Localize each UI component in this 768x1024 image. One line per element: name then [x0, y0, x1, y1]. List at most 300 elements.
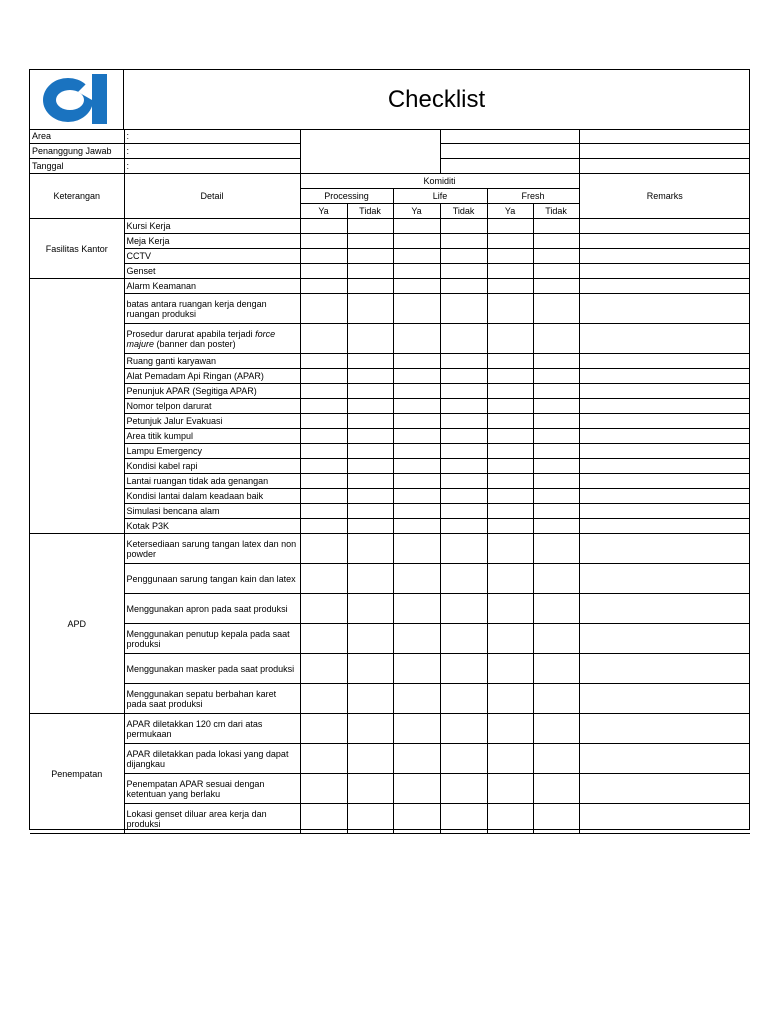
check-cell-tidak[interactable] — [347, 459, 393, 474]
check-cell-tidak[interactable] — [440, 624, 487, 654]
remarks-cell[interactable] — [579, 399, 750, 414]
detail-text: Penggunaan sarung tangan kain dan latex — [126, 573, 296, 584]
check-cell-ya[interactable] — [393, 324, 440, 354]
check-cell-tidak[interactable] — [533, 294, 579, 324]
remarks-cell[interactable] — [579, 219, 750, 234]
check-cell-tidak[interactable] — [440, 684, 487, 714]
info-value-field[interactable]: : — [124, 159, 300, 174]
detail-text: Penunjuk APAR (Segitiga APAR) — [126, 386, 257, 396]
check-cell-ya[interactable] — [487, 519, 533, 534]
check-cell-ya[interactable] — [487, 399, 533, 414]
check-cell-ya[interactable] — [393, 744, 440, 774]
check-cell-tidak[interactable] — [347, 594, 393, 624]
check-cell-ya[interactable] — [300, 474, 347, 489]
info-label: Area — [30, 129, 124, 144]
remarks-cell[interactable] — [579, 534, 750, 564]
detail-cell — [124, 519, 300, 534]
detail-cell — [124, 249, 300, 264]
remarks-cell[interactable] — [579, 774, 750, 804]
detail-text: Lokasi genset diluar area kerja dan produksi — [126, 808, 267, 829]
check-cell-tidak[interactable] — [533, 429, 579, 444]
check-cell-tidak[interactable] — [440, 279, 487, 294]
remarks-cell[interactable] — [579, 429, 750, 444]
info-blank-cell — [440, 144, 579, 159]
check-cell-ya[interactable] — [487, 564, 533, 594]
check-cell-ya[interactable] — [393, 354, 440, 369]
detail-cell — [124, 714, 300, 744]
check-cell-tidak[interactable] — [533, 219, 579, 234]
check-cell-ya[interactable] — [487, 774, 533, 804]
check-cell-tidak[interactable] — [347, 324, 393, 354]
detail-text: Ketersediaan sarung tangan latex dan non powder — [126, 538, 297, 559]
check-cell-ya[interactable] — [487, 684, 533, 714]
detail-cell — [124, 444, 300, 459]
check-cell-ya[interactable] — [300, 744, 347, 774]
check-cell-ya[interactable] — [393, 264, 440, 279]
check-cell-ya[interactable] — [393, 654, 440, 684]
check-cell-ya[interactable] — [487, 234, 533, 249]
detail-text: Menggunakan penutup kepala pada saat produksi — [126, 628, 290, 649]
check-cell-ya[interactable] — [300, 624, 347, 654]
check-cell-tidak[interactable] — [533, 519, 579, 534]
check-cell-tidak[interactable] — [533, 534, 579, 564]
check-cell-tidak[interactable] — [440, 504, 487, 519]
check-cell-ya[interactable] — [393, 624, 440, 654]
info-blank-cell — [440, 159, 579, 174]
check-cell-tidak[interactable] — [533, 504, 579, 519]
check-cell-tidak[interactable] — [440, 219, 487, 234]
check-cell-tidak[interactable] — [440, 654, 487, 684]
check-cell-ya[interactable] — [393, 684, 440, 714]
remarks-cell[interactable] — [579, 684, 750, 714]
check-cell-ya[interactable] — [393, 489, 440, 504]
check-cell-tidak[interactable] — [347, 369, 393, 384]
remarks-cell[interactable] — [579, 279, 750, 294]
check-cell-ya[interactable] — [487, 249, 533, 264]
table-row — [30, 369, 750, 384]
check-cell-ya[interactable] — [300, 564, 347, 594]
check-cell-tidak[interactable] — [533, 804, 579, 834]
check-cell-tidak[interactable] — [440, 774, 487, 804]
check-cell-tidak[interactable] — [347, 264, 393, 279]
remarks-cell[interactable] — [579, 489, 750, 504]
check-cell-tidak[interactable] — [440, 564, 487, 594]
info-label: Tanggal — [30, 159, 124, 174]
detail-text: APAR diletakkan pada lokasi yang dapat dijangkau — [126, 748, 289, 769]
check-cell-tidak[interactable] — [533, 744, 579, 774]
col-header-detail: Detail — [124, 174, 300, 219]
check-cell-tidak[interactable] — [533, 324, 579, 354]
detail-text-suffix: (banner dan poster) — [154, 338, 236, 349]
check-cell-ya[interactable] — [393, 714, 440, 744]
check-cell-ya[interactable] — [300, 279, 347, 294]
check-cell-tidak[interactable] — [533, 489, 579, 504]
check-cell-ya[interactable] — [487, 294, 533, 324]
table-row — [30, 564, 750, 594]
check-cell-tidak[interactable] — [347, 279, 393, 294]
check-cell-ya[interactable] — [300, 534, 347, 564]
check-cell-ya[interactable] — [393, 219, 440, 234]
check-cell-tidak[interactable] — [533, 384, 579, 399]
check-cell-tidak[interactable] — [533, 279, 579, 294]
check-cell-ya[interactable] — [393, 504, 440, 519]
check-cell-tidak[interactable] — [440, 429, 487, 444]
check-cell-tidak[interactable] — [347, 444, 393, 459]
detail-cell — [124, 684, 300, 714]
check-cell-tidak[interactable] — [347, 414, 393, 429]
check-cell-ya[interactable] — [487, 444, 533, 459]
check-cell-tidak[interactable] — [533, 654, 579, 684]
detail-cell — [124, 504, 300, 519]
table-row — [30, 414, 750, 429]
check-cell-ya[interactable] — [393, 519, 440, 534]
check-cell-ya[interactable] — [393, 429, 440, 444]
check-cell-ya[interactable] — [487, 504, 533, 519]
detail-text: Area titik kumpul — [126, 431, 194, 441]
check-cell-ya[interactable] — [393, 774, 440, 804]
check-cell-ya[interactable] — [300, 774, 347, 804]
check-cell-tidak[interactable] — [347, 774, 393, 804]
check-cell-tidak[interactable] — [533, 399, 579, 414]
table-row — [30, 174, 750, 189]
detail-text: Genset — [126, 266, 156, 276]
table-row — [30, 249, 750, 264]
check-cell-ya[interactable] — [300, 504, 347, 519]
check-cell-ya[interactable] — [300, 444, 347, 459]
page-title: Checklist — [124, 70, 749, 130]
check-cell-ya[interactable] — [487, 324, 533, 354]
check-cell-tidak[interactable] — [440, 369, 487, 384]
table-row — [30, 264, 750, 279]
col-header-ya: Ya — [393, 204, 440, 219]
section-label: Penempatan — [30, 714, 124, 834]
check-cell-ya[interactable] — [487, 624, 533, 654]
col-header-tidak: Tidak — [440, 204, 487, 219]
info-value-field[interactable]: : — [124, 129, 300, 144]
check-cell-tidak[interactable] — [347, 684, 393, 714]
check-cell-tidak[interactable] — [440, 324, 487, 354]
check-cell-tidak[interactable] — [440, 714, 487, 744]
check-cell-tidak[interactable] — [347, 489, 393, 504]
check-cell-tidak[interactable] — [440, 474, 487, 489]
check-cell-ya[interactable] — [393, 384, 440, 399]
remarks-cell[interactable] — [579, 519, 750, 534]
check-cell-ya[interactable] — [487, 534, 533, 564]
company-logo — [30, 70, 124, 130]
table-row — [30, 459, 750, 474]
table-row — [30, 774, 750, 804]
check-cell-tidak[interactable] — [533, 459, 579, 474]
remarks-cell[interactable] — [579, 594, 750, 624]
detail-cell — [124, 279, 300, 294]
check-cell-ya[interactable] — [487, 474, 533, 489]
check-cell-tidak[interactable] — [347, 744, 393, 774]
remarks-cell[interactable] — [579, 264, 750, 279]
detail-cell — [124, 474, 300, 489]
check-cell-ya[interactable] — [487, 264, 533, 279]
table-row — [30, 804, 750, 834]
check-cell-ya[interactable] — [487, 219, 533, 234]
check-cell-ya[interactable] — [487, 414, 533, 429]
check-cell-ya[interactable] — [300, 519, 347, 534]
remarks-cell[interactable] — [579, 384, 750, 399]
check-cell-ya[interactable] — [393, 279, 440, 294]
check-cell-tidak[interactable] — [347, 294, 393, 324]
check-cell-tidak[interactable] — [533, 594, 579, 624]
detail-text: Menggunakan masker pada saat produksi — [126, 663, 295, 674]
check-cell-ya[interactable] — [393, 444, 440, 459]
detail-text: Kursi Kerja — [126, 221, 171, 231]
table-row — [30, 354, 750, 369]
check-cell-tidak[interactable] — [440, 384, 487, 399]
check-cell-ya[interactable] — [393, 804, 440, 834]
table-row — [30, 519, 750, 534]
check-cell-tidak[interactable] — [440, 264, 487, 279]
info-blank-cell — [440, 129, 579, 144]
check-cell-ya[interactable] — [487, 459, 533, 474]
logo-cell — [30, 70, 124, 130]
detail-cell — [124, 624, 300, 654]
check-cell-ya[interactable] — [300, 294, 347, 324]
remarks-cell[interactable] — [579, 444, 750, 459]
remarks-cell[interactable] — [579, 714, 750, 744]
check-cell-ya[interactable] — [393, 474, 440, 489]
check-cell-tidak[interactable] — [440, 414, 487, 429]
check-cell-tidak[interactable] — [347, 234, 393, 249]
check-cell-ya[interactable] — [487, 594, 533, 624]
check-cell-tidak[interactable] — [533, 369, 579, 384]
check-cell-ya[interactable] — [393, 234, 440, 249]
detail-cell — [124, 774, 300, 804]
check-cell-tidak[interactable] — [533, 774, 579, 804]
check-cell-tidak[interactable] — [533, 714, 579, 744]
check-cell-tidak[interactable] — [347, 249, 393, 264]
check-cell-tidak[interactable] — [533, 474, 579, 489]
check-cell-ya[interactable] — [393, 249, 440, 264]
check-cell-ya[interactable] — [300, 654, 347, 684]
check-cell-tidak[interactable] — [533, 624, 579, 654]
check-cell-tidak[interactable] — [347, 654, 393, 684]
check-cell-ya[interactable] — [487, 654, 533, 684]
check-cell-tidak[interactable] — [440, 399, 487, 414]
check-cell-tidak[interactable] — [347, 564, 393, 594]
check-cell-ya[interactable] — [300, 684, 347, 714]
check-cell-tidak[interactable] — [347, 534, 393, 564]
check-cell-ya[interactable] — [393, 594, 440, 624]
table-row — [30, 474, 750, 489]
col-header-remarks: Remarks — [579, 174, 750, 219]
detail-text: Meja Kerja — [126, 236, 170, 246]
check-cell-ya[interactable] — [487, 354, 533, 369]
remarks-cell[interactable] — [579, 564, 750, 594]
check-cell-ya[interactable] — [300, 234, 347, 249]
check-cell-tidak[interactable] — [440, 354, 487, 369]
remarks-cell[interactable] — [579, 354, 750, 369]
check-cell-tidak[interactable] — [440, 249, 487, 264]
check-cell-ya[interactable] — [300, 369, 347, 384]
check-cell-tidak[interactable] — [440, 519, 487, 534]
check-cell-ya[interactable] — [300, 219, 347, 234]
table-row — [30, 429, 750, 444]
info-blank-cell — [579, 144, 750, 159]
check-cell-ya[interactable] — [300, 429, 347, 444]
check-cell-tidak[interactable] — [347, 354, 393, 369]
check-cell-tidak[interactable] — [347, 624, 393, 654]
check-cell-tidak[interactable] — [440, 234, 487, 249]
info-value-field[interactable]: : — [124, 144, 300, 159]
check-cell-ya[interactable] — [487, 714, 533, 744]
check-cell-tidak[interactable] — [533, 249, 579, 264]
detail-cell — [124, 324, 300, 354]
detail-cell — [124, 294, 300, 324]
table-row — [30, 294, 750, 324]
check-cell-tidak[interactable] — [533, 444, 579, 459]
check-cell-ya[interactable] — [300, 804, 347, 834]
check-cell-tidak[interactable] — [347, 474, 393, 489]
check-cell-tidak[interactable] — [347, 399, 393, 414]
detail-text-italic: force majure — [126, 328, 276, 349]
table-row — [30, 234, 750, 249]
info-blank-block — [300, 129, 440, 174]
check-cell-tidak[interactable] — [440, 534, 487, 564]
check-cell-tidak[interactable] — [347, 504, 393, 519]
check-cell-ya[interactable] — [300, 399, 347, 414]
detail-cell — [124, 804, 300, 834]
check-cell-tidak[interactable] — [440, 744, 487, 774]
table-row — [30, 279, 750, 294]
col-header-ya: Ya — [300, 204, 347, 219]
detail-cell — [124, 744, 300, 774]
table-row — [30, 714, 750, 744]
check-cell-ya[interactable] — [393, 459, 440, 474]
remarks-cell[interactable] — [579, 804, 750, 834]
check-cell-tidak[interactable] — [533, 264, 579, 279]
detail-text: Menggunakan apron pada saat produksi — [126, 603, 288, 614]
remarks-cell[interactable] — [579, 324, 750, 354]
checklist-table — [30, 129, 750, 834]
detail-text: Nomor telpon darurat — [126, 401, 212, 411]
check-cell-ya[interactable] — [300, 489, 347, 504]
check-cell-tidak[interactable] — [533, 564, 579, 594]
detail-cell — [124, 399, 300, 414]
check-cell-ya[interactable] — [300, 384, 347, 399]
detail-text: Simulasi bencana alam — [126, 506, 220, 516]
detail-text: Kondisi kabel rapi — [126, 461, 198, 471]
check-cell-ya[interactable] — [487, 369, 533, 384]
remarks-cell[interactable] — [579, 414, 750, 429]
detail-cell — [124, 564, 300, 594]
detail-text: Ruang ganti karyawan — [126, 356, 217, 366]
col-header-life: Life — [393, 189, 487, 204]
remarks-cell[interactable] — [579, 744, 750, 774]
detail-cell — [124, 534, 300, 564]
check-cell-tidak[interactable] — [440, 294, 487, 324]
check-cell-tidak[interactable] — [440, 489, 487, 504]
detail-text: Alarm Keamanan — [126, 281, 197, 291]
detail-cell — [124, 654, 300, 684]
check-cell-tidak[interactable] — [440, 459, 487, 474]
check-cell-ya[interactable] — [487, 279, 533, 294]
table-row — [30, 624, 750, 654]
check-cell-ya[interactable] — [393, 414, 440, 429]
detail-text: Kondisi lantai dalam keadaan baik — [126, 491, 264, 501]
remarks-cell[interactable] — [579, 234, 750, 249]
check-cell-ya[interactable] — [300, 714, 347, 744]
check-cell-tidak[interactable] — [347, 714, 393, 744]
remarks-cell[interactable] — [579, 474, 750, 489]
check-cell-ya[interactable] — [300, 324, 347, 354]
table-row — [30, 744, 750, 774]
check-cell-ya[interactable] — [300, 594, 347, 624]
detail-text: APAR diletakkan 120 cm dari atas permukaan — [126, 718, 263, 739]
check-cell-tidak[interactable] — [440, 444, 487, 459]
detail-cell — [124, 219, 300, 234]
check-cell-ya[interactable] — [393, 534, 440, 564]
table-row — [30, 384, 750, 399]
remarks-cell[interactable] — [579, 249, 750, 264]
remarks-cell[interactable] — [579, 504, 750, 519]
check-cell-ya[interactable] — [393, 564, 440, 594]
section-label: APD — [30, 534, 124, 714]
detail-text: batas antara ruangan kerja dengan ruangan produksi — [126, 298, 267, 319]
table-row — [30, 324, 750, 354]
check-cell-ya[interactable] — [300, 354, 347, 369]
check-cell-tidak[interactable] — [533, 684, 579, 714]
section-label — [30, 279, 124, 534]
check-cell-ya[interactable] — [487, 744, 533, 774]
section-label: Fasilitas Kantor — [30, 219, 124, 279]
check-cell-ya[interactable] — [393, 399, 440, 414]
check-cell-tidak[interactable] — [347, 429, 393, 444]
col-header-tidak: Tidak — [347, 204, 393, 219]
check-cell-ya[interactable] — [300, 414, 347, 429]
remarks-cell[interactable] — [579, 459, 750, 474]
detail-cell — [124, 384, 300, 399]
check-cell-ya[interactable] — [393, 369, 440, 384]
check-cell-tidak[interactable] — [440, 804, 487, 834]
remarks-cell[interactable] — [579, 294, 750, 324]
check-cell-tidak[interactable] — [347, 384, 393, 399]
check-cell-ya[interactable] — [487, 429, 533, 444]
detail-text: Menggunakan sepatu berbahan karet pada saat produksi — [126, 688, 277, 709]
check-cell-tidak[interactable] — [347, 219, 393, 234]
detail-text: Lampu Emergency — [126, 446, 203, 456]
check-cell-tidak[interactable] — [440, 594, 487, 624]
check-cell-tidak[interactable] — [347, 519, 393, 534]
check-cell-ya[interactable] — [393, 294, 440, 324]
remarks-cell[interactable] — [579, 369, 750, 384]
col-header-fresh: Fresh — [487, 189, 579, 204]
check-cell-tidak[interactable] — [533, 414, 579, 429]
detail-cell — [124, 234, 300, 249]
detail-text: Lantai ruangan tidak ada genangan — [126, 476, 269, 486]
check-cell-ya[interactable] — [487, 489, 533, 504]
check-cell-ya[interactable] — [487, 804, 533, 834]
check-cell-tidak[interactable] — [347, 804, 393, 834]
check-cell-tidak[interactable] — [533, 234, 579, 249]
detail-text: Kotak P3K — [126, 521, 170, 531]
info-label: Penanggung Jawab — [30, 144, 124, 159]
col-header-processing: Processing — [300, 189, 393, 204]
check-cell-tidak[interactable] — [533, 354, 579, 369]
check-cell-ya[interactable] — [300, 249, 347, 264]
check-cell-ya[interactable] — [300, 459, 347, 474]
remarks-cell[interactable] — [579, 654, 750, 684]
check-cell-ya[interactable] — [300, 264, 347, 279]
remarks-cell[interactable] — [579, 624, 750, 654]
table-row — [30, 129, 750, 144]
check-cell-ya[interactable] — [487, 384, 533, 399]
